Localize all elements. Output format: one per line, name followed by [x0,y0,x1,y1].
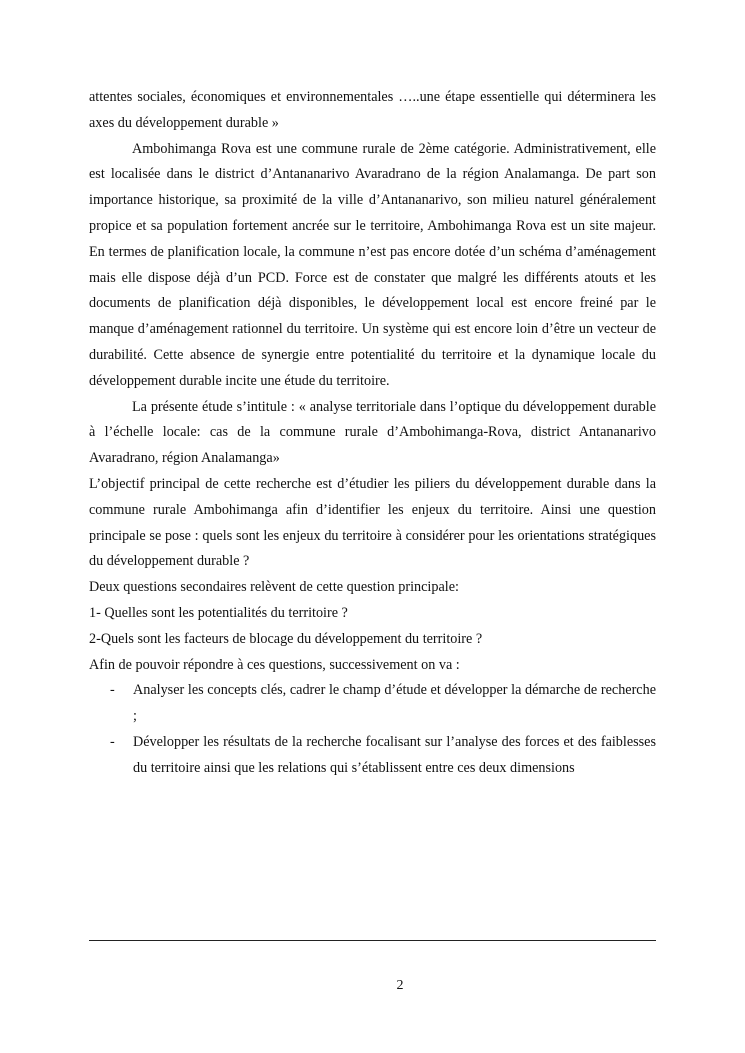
list-item-text: Analyser les concepts clés, cadrer le champ d’étude et développer la démarche de recherche ; [133,682,656,725]
list-bullet: - [110,733,115,750]
page-number: 2 [396,978,404,993]
list-bullet: - [110,682,115,699]
list-item-text: Développer les résultats de la recherche focalisant sur l’analyse des forces et des faiblesses du territoire ainsi que les relations qui s’établissent entre ces deux dimensions [133,733,656,776]
document-body [89,85,656,782]
paragraph-commune-description: Ambohimanga Rova est une commune rurale de 2ème catégorie. Administrativement, elle est localisée dans le district d’Antananarivo Avaradrano de la région Analamanga. De part son importance historique, sa proximité de la ville d’Antananarivo, son milieu naturel généralement propice et sa population fortement ancrée sur le territoire, Ambohimanga Rova est un site majeur. En termes de planification locale, la commune n’est pas encore dotée d’un schéma d’aménagement mais elle dispose déjà d’un PCD. Force est de constater que malgré les différents atouts et les documents de planification déjà disponibles, le développement local est encore freiné par le manque d’aménagement rationnel du territoire. Un système qui est encore loin d’être un vecteur de durabilité. Cette absence de synergie entre potentialité du territoire et la dynamique locale du développement durable incite une étude du territoire. [89,140,656,389]
paragraph-question-2: 2-Quels sont les facteurs de blocage du développement du territoire ? [89,630,483,647]
list-item [89,730,656,782]
paragraph-approach-intro: Afin de pouvoir répondre à ces questions, successivement on va : [89,656,460,673]
paragraph-main-objective: L’objectif principal de cette recherche est d’étudier les piliers du développement durable dans la commune rurale Ambohimanga afin d’identifier les enjeux du territoire. Ainsi une question principale se pose : quels sont les enjeux du territoire à considérer pour les orientations stratégiques du développement durable ? [89,475,656,570]
paragraph-secondary-questions-intro: Deux questions secondaires relèvent de cette question principale: [89,579,459,596]
footer-divider [89,940,656,941]
paragraph-question-1: 1- Quelles sont les potentialités du territoire ? [89,604,348,621]
approach-list [89,678,656,781]
paragraph-intro-quote-end: attentes sociales, économiques et environnementales …..une étape essentielle qui déterminera les axes du développement durable » [89,89,656,131]
paragraph-study-title: La présente étude s’intitule : « analyse territoriale dans l’optique du développement durable à l’échelle locale: cas de la commune rurale d’Ambohimanga-Rova, district Antananarivo Avaradrano, région Analamanga» [89,398,656,467]
list-item [89,678,656,730]
